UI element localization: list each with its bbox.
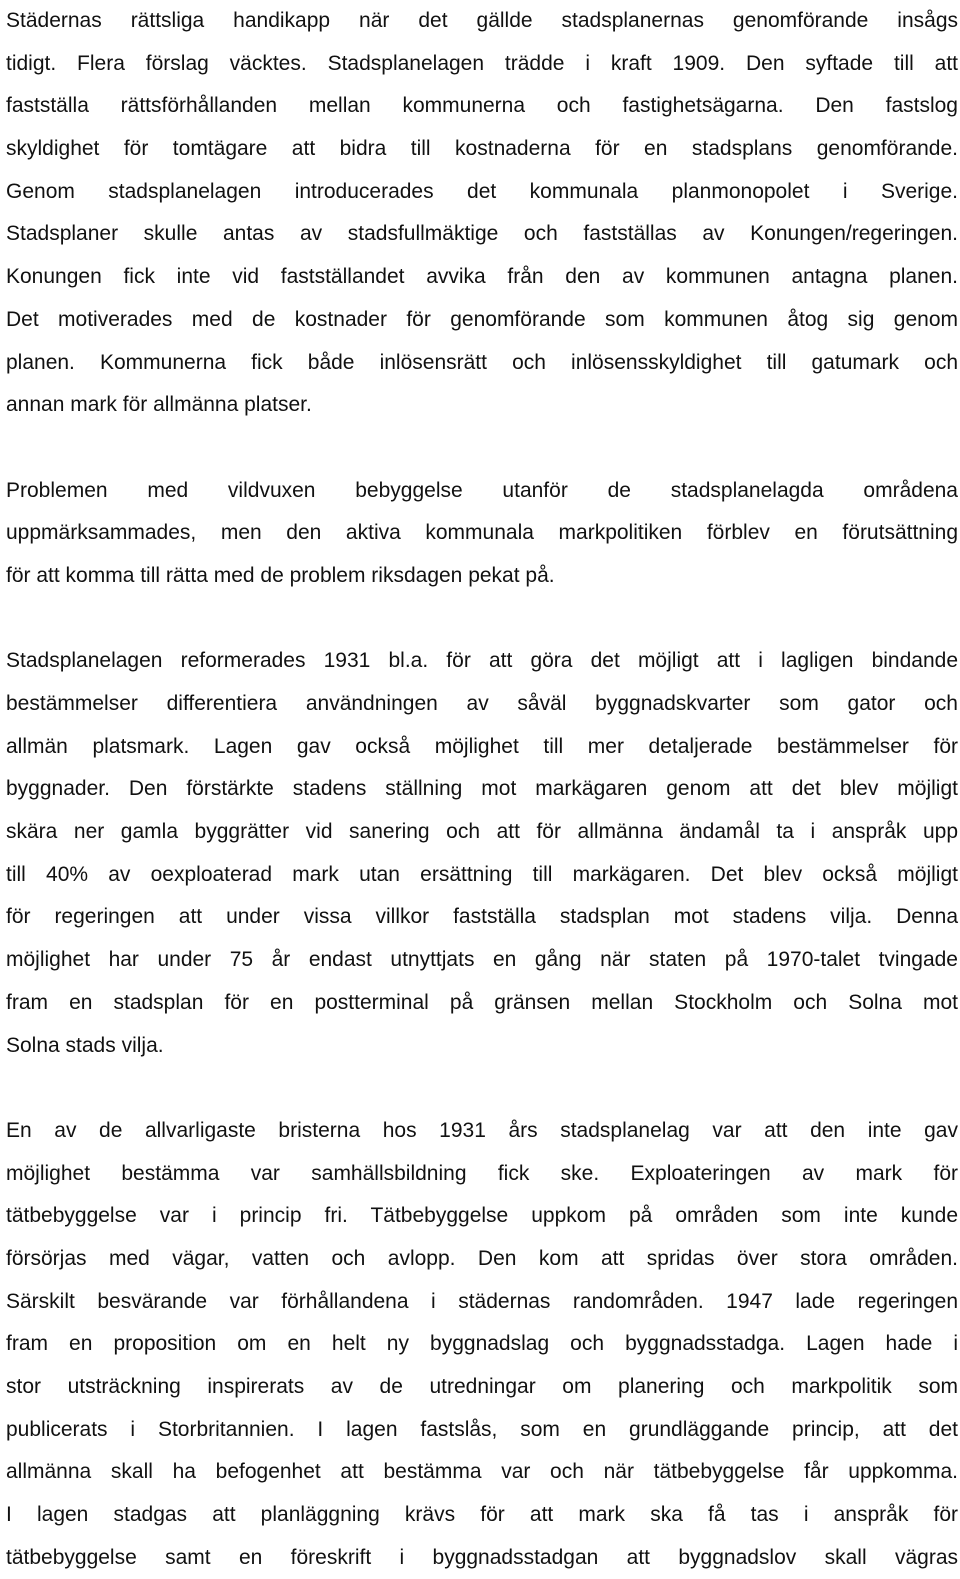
text-line: Städernas rättsliga handikapp när det gällde stadsplanernas genomförande insågs bbox=[6, 9, 958, 32]
paragraph-2 bbox=[6, 470, 958, 598]
text-line: skära ner gamla byggrätter vid sanering och att för allmänna ändamål ta i anspråk upp bbox=[6, 820, 958, 844]
text-line: Problemen med vildvuxen bebyggelse utanför de stadsplanelagda områdena bbox=[6, 478, 958, 502]
text-line: byggnader. Den förstärkte stadens ställning mot markägaren genom att det blev möjligt bbox=[6, 777, 958, 801]
text-line: skyldighet för tomtägare att bidra till kostnaderna för en stadsplans genomförande. bbox=[6, 137, 958, 161]
text-line: publicerats i Storbritannien. I lagen fastslås, som en grundläggande princip, att det bbox=[6, 1417, 958, 1441]
text-line: Stadsplaner skulle antas av stadsfullmäktige och fastställas av Konungen/regeringen. bbox=[6, 222, 958, 246]
text-line: för att komma till rätta med de problem riksdagen pekat på. bbox=[6, 563, 555, 587]
text-line: allmän platsmark. Lagen gav också möjlighet till mer detaljerade bestämmelser för bbox=[6, 734, 958, 758]
text-line: Konungen fick inte vid fastställandet avvika från den av kommunen antagna planen. bbox=[6, 265, 958, 289]
text-line: möjlighet har under 75 år endast utnyttjats en gång när staten på 1970-talet tvingade bbox=[6, 948, 958, 972]
paragraph-spacer bbox=[6, 1067, 958, 1110]
text-line: tidigt. Flera förslag väcktes. Stadsplanelagen trädde i kraft 1909. Den syftade till att bbox=[6, 51, 958, 75]
text-line: allmänna skall ha befogenhet att bestämma var och när tätbebyggelse får uppkomma. bbox=[6, 1460, 958, 1484]
text-line: till 40% av oexploaterad mark utan ersättning till markägaren. Det blev också möjligt bbox=[6, 862, 958, 886]
text-line: uppmärksammades, men den aktiva kommunala markpolitiken förblev en förutsättning bbox=[6, 521, 958, 545]
text-line: I lagen stadgas att planläggning krävs för att mark ska få tas i anspråk för bbox=[6, 1503, 958, 1527]
text-line: möjlighet bestämma var samhällsbildning fick ske. Exploateringen av mark för bbox=[6, 1161, 958, 1185]
text-line: Det motiverades med de kostnader för genomförande som kommunen åtog sig genom bbox=[6, 307, 958, 331]
document-page bbox=[6, 0, 958, 1579]
paragraph-spacer bbox=[6, 427, 958, 470]
paragraph-1 bbox=[6, 0, 958, 427]
text-line: Genom stadsplanelagen introducerades det kommunala planmonopolet i Sverige. bbox=[6, 179, 958, 203]
text-line: Solna stads vilja. bbox=[6, 1033, 164, 1057]
paragraph-4 bbox=[6, 1110, 958, 1579]
text-line: tätbebyggelse samt en föreskrift i byggnadsstadgan att byggnadslov skall vägras bbox=[6, 1545, 958, 1569]
text-line: annan mark för allmänna platser. bbox=[6, 393, 312, 417]
text-line: Särskilt besvärande var förhållandena i städernas randområden. 1947 lade regeringen bbox=[6, 1289, 958, 1313]
text-line: planen. Kommunerna fick både inlösensrätt och inlösensskyldighet till gatumark och bbox=[6, 350, 958, 374]
paragraph-spacer bbox=[6, 598, 958, 641]
text-line: försörjas med vägar, vatten och avlopp. Den kom att spridas över stora områden. bbox=[6, 1246, 958, 1270]
text-line: En av de allvarligaste bristerna hos 1931 års stadsplanelag var att den inte gav bbox=[6, 1118, 958, 1142]
text-line: fram en proposition om en helt ny byggnadslag och byggnadsstadga. Lagen hade i bbox=[6, 1332, 958, 1356]
text-line: fastställa rättsförhållanden mellan kommunerna och fastighetsägarna. Den fastslog bbox=[6, 94, 958, 118]
text-line: Stadsplanelagen reformerades 1931 bl.a. för att göra det möjligt att i lagligen bindande bbox=[6, 649, 958, 673]
text-line: tätbebyggelse var i princip fri. Tätbebyggelse uppkom på områden som inte kunde bbox=[6, 1204, 958, 1228]
text-line: bestämmelser differentiera användningen av såväl byggnadskvarter som gator och bbox=[6, 692, 958, 715]
text-line: för regeringen att under vissa villkor fastställa stadsplan mot stadens vilja. Denna bbox=[6, 905, 958, 929]
text-line: fram en stadsplan för en postterminal på gränsen mellan Stockholm och Solna mot bbox=[6, 990, 958, 1014]
paragraph-3 bbox=[6, 640, 958, 1067]
text-line: stor utsträckning inspirerats av de utredningar om planering och markpolitik som bbox=[6, 1375, 958, 1398]
